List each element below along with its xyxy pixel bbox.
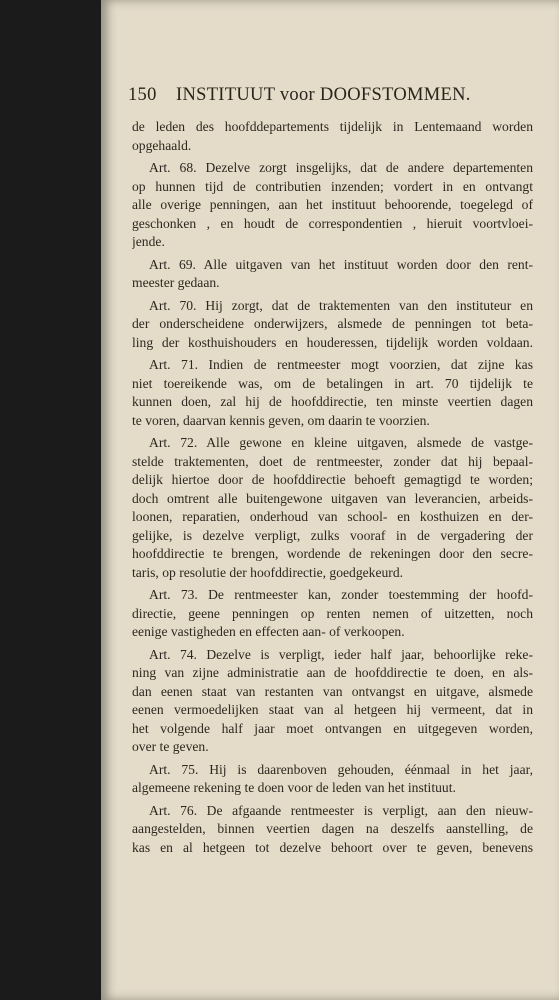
text-line: hoofddirectie te brengen, wordende de rekeningen door den secre-	[132, 546, 533, 561]
text-line: Art. 71. Indien de rentmeester mogt voorzien, dat zijne kas	[149, 357, 533, 372]
text-line: jende.	[132, 234, 165, 249]
text-line: delijk hiertoe door de hoofddirectie behoeft gemagtigd te worden;	[132, 472, 533, 487]
text-line: op hunnen tijd de contributien inzenden; vordert in en ontvangt	[132, 178, 533, 194]
text-line: over te geven.	[132, 739, 209, 754]
text-line: het volgende half jaar moet ontvangen en uitgegeven worden,	[132, 720, 533, 736]
text-line: ning van zijne administratie aan de hoofddirectie te doen, en als-	[132, 665, 533, 680]
text-line: taris, op resolutie der hoofddirectie, goedgekeurd.	[132, 564, 404, 580]
text-line: kas en al hetgeen tot dezelve behoort over te geven, benevens	[132, 839, 533, 855]
text-line: niet toereikende was, om de betalingen in art. 70 tijdelijk te	[132, 375, 533, 391]
text-line: stelde traktementen, doet de rentmeester, zonder dat hij bepaal-	[132, 453, 533, 469]
text-line: Art. 69. Alle uitgaven van het instituut worden door den rent-	[149, 256, 533, 272]
text-line: Art. 75. Hij is daarenboven gehouden, éénmaal in het jaar,	[149, 761, 533, 777]
text-line: loonen, reparatien, onderhoud van school- en kosthuizen en der-	[132, 509, 533, 524]
text-line: directie, geene penningen op renten nemen of uitzetten, noch	[132, 605, 533, 621]
text-line: ling der kosthuishouders en houderessen, tijdelijk worden voldaan.	[132, 334, 533, 350]
text-line: Art. 70. Hij zorgt, dat de traktementen van den instituteur en	[149, 297, 533, 313]
text-line: te voren, daarvan kennis geven, om daarin te voorzien.	[132, 412, 430, 428]
text-line: doch omtrent alle buitengewone uitgaven van leverancien, arbeids-	[132, 490, 533, 506]
text-line: alle overige penningen, aan het instituut behoorende, toegelegd of	[132, 197, 533, 212]
text-line: Art. 72. Alle gewone en kleine uitgaven, alsmede de vastge-	[149, 435, 533, 450]
text-line: eenige vastigheden en effecten aan- of verkoopen.	[132, 624, 405, 639]
text-line: dan eenen staat van restanten van ontvangst en uitgave, alsmede	[132, 683, 533, 699]
text-line: opgehaald.	[132, 137, 192, 153]
page-body-text	[132, 118, 533, 857]
text-line: aangestelden, binnen veertien dagen na deszelfs aanstelling, de	[132, 821, 533, 836]
text-line: Art. 74. Dezelve is verpligt, ieder half jaar, behoorlijke reke-	[149, 646, 533, 662]
text-line: Art. 76. De afgaande rentmeester is verpligt, aan den nieuw-	[149, 802, 533, 818]
text-line: der onderscheidene onderwijzers, alsmede de penningen tot beta-	[132, 316, 533, 331]
text-line: de leden des hoofddepartements tijdelijk in Lentemaand worden	[132, 119, 533, 134]
running-title: INSTITUUT voor DOOFSTOMMEN.	[176, 85, 471, 105]
text-line: meester gedaan.	[132, 275, 220, 290]
text-line: geschonken , en houdt de correspondentien , hieruit voortvloei-	[132, 215, 533, 231]
book-page	[101, 0, 559, 1000]
text-line: Art. 73. De rentmeester kan, zonder toestemming der hoofd-	[149, 587, 533, 602]
text-line: gelijke, is dezelve verpligt, zulks vooraf in de vergadering der	[132, 527, 533, 543]
text-line: algemeene rekening te doen voor de leden van het instituut.	[132, 780, 456, 795]
page-number: 150	[128, 85, 157, 105]
text-line: Art. 68. Dezelve zorgt insgelijks, dat de andere departementen	[149, 160, 533, 175]
text-line: kunnen doen, zal hij de hoofddirectie, ten minste veertien dagen	[132, 394, 533, 409]
running-header	[128, 85, 538, 106]
text-line: eenen vermoedelijken staat van al hetgeen hij vermeent, dat in	[132, 702, 533, 717]
